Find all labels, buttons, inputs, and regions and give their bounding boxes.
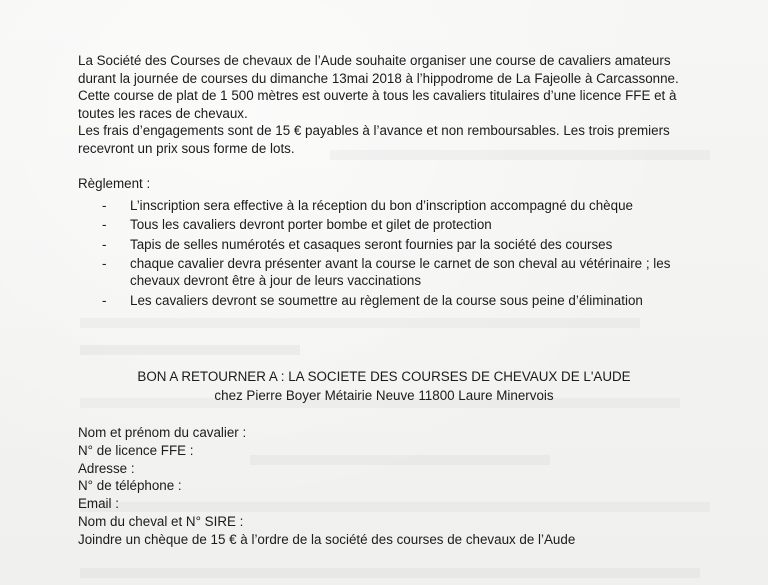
- intro-paragraph: [78, 52, 718, 158]
- rule-text: Tous les cavaliers devront porter bombe et gilet de protection: [130, 217, 492, 233]
- rule-text: L’inscription sera effective à la réception du bon d’inscription accompagné du chèque: [130, 198, 633, 214]
- rule-text: chevaux devront être à jour de leurs vaccinations: [130, 273, 422, 289]
- rule-item: [78, 236, 718, 254]
- rule-item: [78, 255, 718, 290]
- field-email: Email :: [78, 496, 119, 512]
- rules-title: Règlement :: [78, 175, 151, 191]
- rule-text: Tapis de selles numérotés et casaques seront fournies par la société des courses: [130, 236, 613, 252]
- form-header: [78, 367, 690, 405]
- rule-text: Les cavaliers devront se soumettre au règlement de la course sous peine d’élimination: [130, 292, 643, 308]
- intro-line: La Société des Courses de chevaux de l’Aude souhaite organiser une course de cavaliers amateurs: [78, 53, 671, 68]
- field-phone: N° de téléphone :: [78, 478, 182, 494]
- field-address: Adresse :: [78, 460, 135, 476]
- form-header-title: BON A RETOURNER A : LA SOCIETE DES COURSES DE CHEVAUX DE L'AUDE: [137, 369, 631, 384]
- registration-form: [78, 424, 718, 549]
- bleed-through-line: [80, 318, 640, 328]
- payment-instruction: Joindre un chèque de 15 € à l’ordre de la société des courses de chevaux de l’Aude: [78, 531, 576, 547]
- field-rider-name: Nom et prénom du cavalier :: [78, 425, 247, 440]
- intro-line: recevront un prix sous forme de lots.: [78, 140, 295, 156]
- intro-line: Les frais d’engagements sont de 15 € payables à l’avance et non remboursables. Les trois premiers: [78, 123, 670, 139]
- field-license-number: N° de licence FFE :: [78, 442, 194, 458]
- intro-line: toutes les races de chevaux.: [78, 105, 248, 121]
- rule-item: [78, 197, 718, 215]
- bleed-through-line: [80, 568, 700, 578]
- rule-item: [78, 216, 718, 234]
- rules-list: [78, 197, 718, 309]
- dash-bullet: -: [102, 292, 107, 308]
- document-body: [78, 52, 718, 311]
- form-header-address: chez Pierre Boyer Métairie Neuve 11800 Laure Minervois: [214, 388, 554, 403]
- dash-bullet: -: [102, 198, 107, 214]
- dash-bullet: -: [102, 255, 107, 271]
- intro-line: Cette course de plat de 1 500 mètres est ouverte à tous les cavaliers titulaires d’une licence FFE et à: [78, 88, 677, 104]
- bleed-through-line: [80, 345, 300, 355]
- rule-item: [78, 292, 718, 310]
- rule-text: chaque cavalier devra présenter avant la course le carnet de son cheval au vétérinaire ; les: [130, 255, 671, 271]
- dash-bullet: -: [102, 236, 107, 252]
- dash-bullet: -: [102, 217, 107, 233]
- intro-line: durant la journée de courses du dimanche 13mai 2018 à l’hippodrome de La Fajeolle à Carcassonne.: [78, 70, 679, 86]
- field-horse-name-sire: Nom du cheval et N° SIRE :: [78, 513, 244, 529]
